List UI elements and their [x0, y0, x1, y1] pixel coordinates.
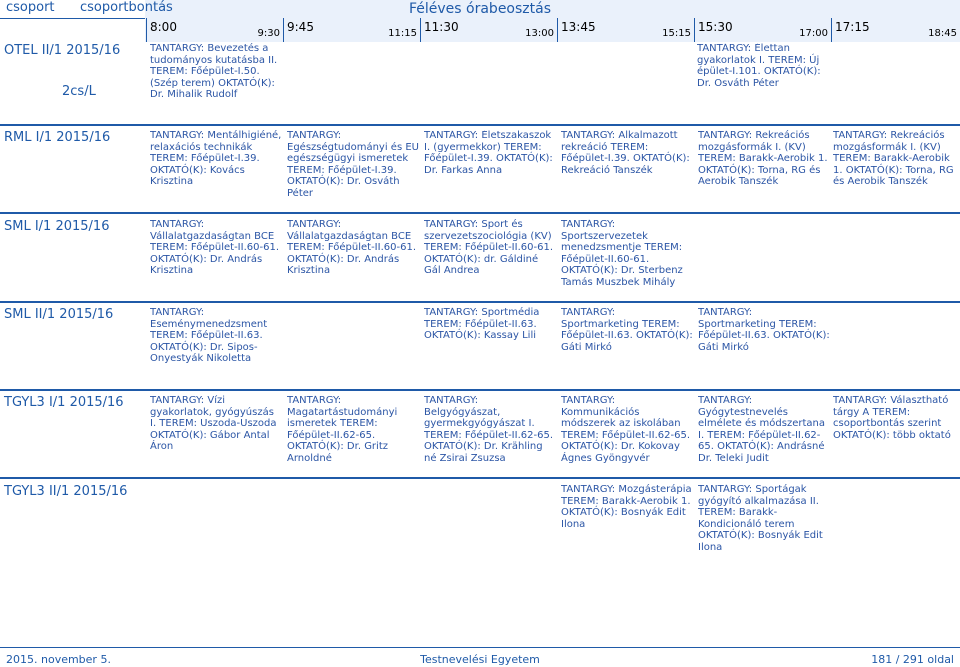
- slot-start: 8:00: [150, 20, 177, 34]
- schedule-cell: TANTÁRGY: Egészségtudományi és EU egészségügyi ismeretek TEREM: Főépület-I.39. OKTATÓ(K): Dr. Osváth Péter: [287, 130, 419, 199]
- schedule-cell: TANTÁRGY: Vállalatgazdaságtan BCE TEREM: Főépület-II.60-61. OKTATÓ(K): Dr. András Krisztina: [287, 219, 416, 276]
- schedule-cell: TANTÁRGY: Eseménymenedzsment TEREM: Főépület-II.63. OKTATÓ(K): Dr. Sipos-Onyestyák Nikoletta: [150, 307, 268, 364]
- schedule-cell: TANTÁRGY: Élettan gyakorlatok I. TEREM: Új épület-I.101. OKTATÓ(K): Dr. Osváth Péter: [697, 43, 821, 89]
- footer-date: 2015. november 5.: [6, 653, 111, 666]
- slot-start: 15:30: [698, 20, 733, 34]
- group-name: OTEL II/1 2015/16: [4, 43, 121, 58]
- row-separator: [0, 477, 960, 479]
- group-name: TGYL3 II/1 2015/16: [4, 484, 128, 499]
- page-title: Féléves órabeosztás: [408, 1, 552, 17]
- schedule-cell: TANTÁRGY: Magatartástudományi ismeretek TEREM: Főépület-II.62-65. OKTATÓ(K): Dr. Gritz Arnoldné: [287, 395, 398, 464]
- time-slot-3: [420, 18, 557, 42]
- footer-page-number: 181 / 291 oldal: [871, 653, 954, 666]
- schedule-cell: TANTÁRGY: Rekreációs mozgásformák I. (KV) TEREM: Barakk-Aerobik 1. OKTATÓ(K): Torna, RG és Aerobik Tanszék: [833, 130, 954, 187]
- time-slot-4: [557, 18, 694, 42]
- slot-start: 13:45: [561, 20, 596, 34]
- schedule-cell: TANTÁRGY: Gyógytestnevelés elmélete és módszertana I. TEREM: Főépület-II.62-65. OKTATÓ(K): Andrásné Dr. Teleki Judit: [698, 395, 825, 464]
- group-name: SML I/1 2015/16: [4, 219, 110, 234]
- column-header-group: csoport: [6, 0, 55, 15]
- schedule-cell: TANTÁRGY: Mozgásterápia TEREM: Barakk-Aerobik 1. OKTATÓ(K): Bosnyák Edit Ilona: [561, 484, 692, 530]
- time-slot-6: [831, 18, 960, 42]
- header-rule: [0, 18, 145, 19]
- row-separator: [0, 301, 960, 303]
- slot-end: 15:15: [662, 28, 691, 39]
- schedule-cell: TANTÁRGY: Mentálhigiéné, relaxációs technikák TEREM: Főépület-I.39. OKTATÓ(K): Kovács Krisztina: [150, 130, 282, 187]
- slot-start: 17:15: [835, 20, 870, 34]
- slot-start: 11:30: [424, 20, 459, 34]
- row-separator: [0, 124, 960, 126]
- footer-institution: Testnevelési Egyetem: [420, 653, 540, 666]
- schedule-cell: TANTÁRGY: Alkalmazott rekreáció TEREM: Főépület-I.39. OKTATÓ(K): Rekreáció Tanszék: [561, 130, 690, 176]
- schedule-cell: TANTÁRGY: Vállalatgazdaságtan BCE TEREM: Főépület-II.60-61. OKTATÓ(K): Dr. András Krisztina: [150, 219, 279, 276]
- row-separator: [0, 212, 960, 214]
- schedule-cell: TANTÁRGY: Vízi gyakorlatok, gyógyúszás I. TEREM: Uszoda-Uszoda OKTATÓ(K): Gábor Antal Áron: [150, 395, 277, 452]
- footer-rule: [0, 647, 960, 648]
- schedule-cell: TANTÁRGY: Életszakaszok I. (gyermekkor) TEREM: Főépület-I.39. OKTATÓ(K): Dr. Farkas Anna: [424, 130, 553, 176]
- group-name: RML I/1 2015/16: [4, 130, 111, 145]
- row-separator: [0, 389, 960, 391]
- slot-start: 9:45: [287, 20, 314, 34]
- slot-end: 11:15: [388, 28, 417, 39]
- time-slot-1: [146, 18, 283, 42]
- schedule-cell: TANTÁRGY: Rekreációs mozgásformák I. (KV) TEREM: Barakk-Aerobik 1. OKTATÓ(K): Torna, RG és Aerobik Tanszék: [698, 130, 828, 187]
- schedule-cell: TANTÁRGY: Sportágak gyógyító alkalmazása II. TEREM: Barakk-Kondicionáló terem OKTATÓ(K): Bosnyák Edit Ilona: [698, 484, 823, 553]
- schedule-cell: TANTÁRGY: Bevezetés a tudományos kutatásba II. TEREM: Főépület-I.50. (Szép terem) OKTATÓ(K): Dr. Mihalik Rudolf: [150, 43, 278, 100]
- schedule-cell: TANTÁRGY: Választható tárgy A TEREM: csoportbontás szerint OKTATÓ(K): több oktató: [833, 395, 951, 441]
- schedule-cell: TANTÁRGY: Kommunikációs módszerek az iskolában TEREM: Főépület-II.62-65. OKTATÓ(K): Dr. Kokovay Ágnes Gyöngyvér: [561, 395, 690, 464]
- slot-end: 13:00: [525, 28, 554, 39]
- schedule-cell: TANTÁRGY: Belgyógyászat, gyermekgyógyászat I. TEREM: Főépület-II.62-65. OKTATÓ(K): Dr. Krähling né Zsirai Zsuzsa: [424, 395, 553, 464]
- group-subgroup: 2cs/L: [62, 84, 96, 99]
- schedule-cell: TANTÁRGY: Sportszervezetek menedzsmentje TEREM: Főépület-II.60-61. OKTATÓ(K): Dr. Sterbenz Tamás Muszbek Mihály: [561, 219, 683, 288]
- schedule-cell: TANTÁRGY: Sport és szervezetszociológia (KV) TEREM: Főépület-II.60-61. OKTATÓ(K): dr. Gáldiné Gál Andrea: [424, 219, 553, 276]
- schedule-cell: TANTÁRGY: Sportmarketing TEREM: Főépület-II.63. OKTATÓ(K): Gáti Mirkó: [561, 307, 693, 353]
- group-name: TGYL3 I/1 2015/16: [4, 395, 124, 410]
- slot-end: 18:45: [928, 28, 957, 39]
- column-header-split: csoportbontás: [80, 0, 173, 15]
- slot-end: 17:00: [799, 28, 828, 39]
- slot-end: 9:30: [257, 28, 280, 39]
- time-slot-5: [694, 18, 831, 42]
- group-name: SML II/1 2015/16: [4, 307, 114, 322]
- time-slot-2: [283, 18, 420, 42]
- schedule-cell: TANTÁRGY: Sportmédia TEREM: Főépület-II.63. OKTATÓ(K): Kassay Lili: [424, 307, 540, 341]
- schedule-cell: TANTÁRGY: Sportmarketing TEREM: Főépület-II.63. OKTATÓ(K): Gáti Mirkó: [698, 307, 830, 353]
